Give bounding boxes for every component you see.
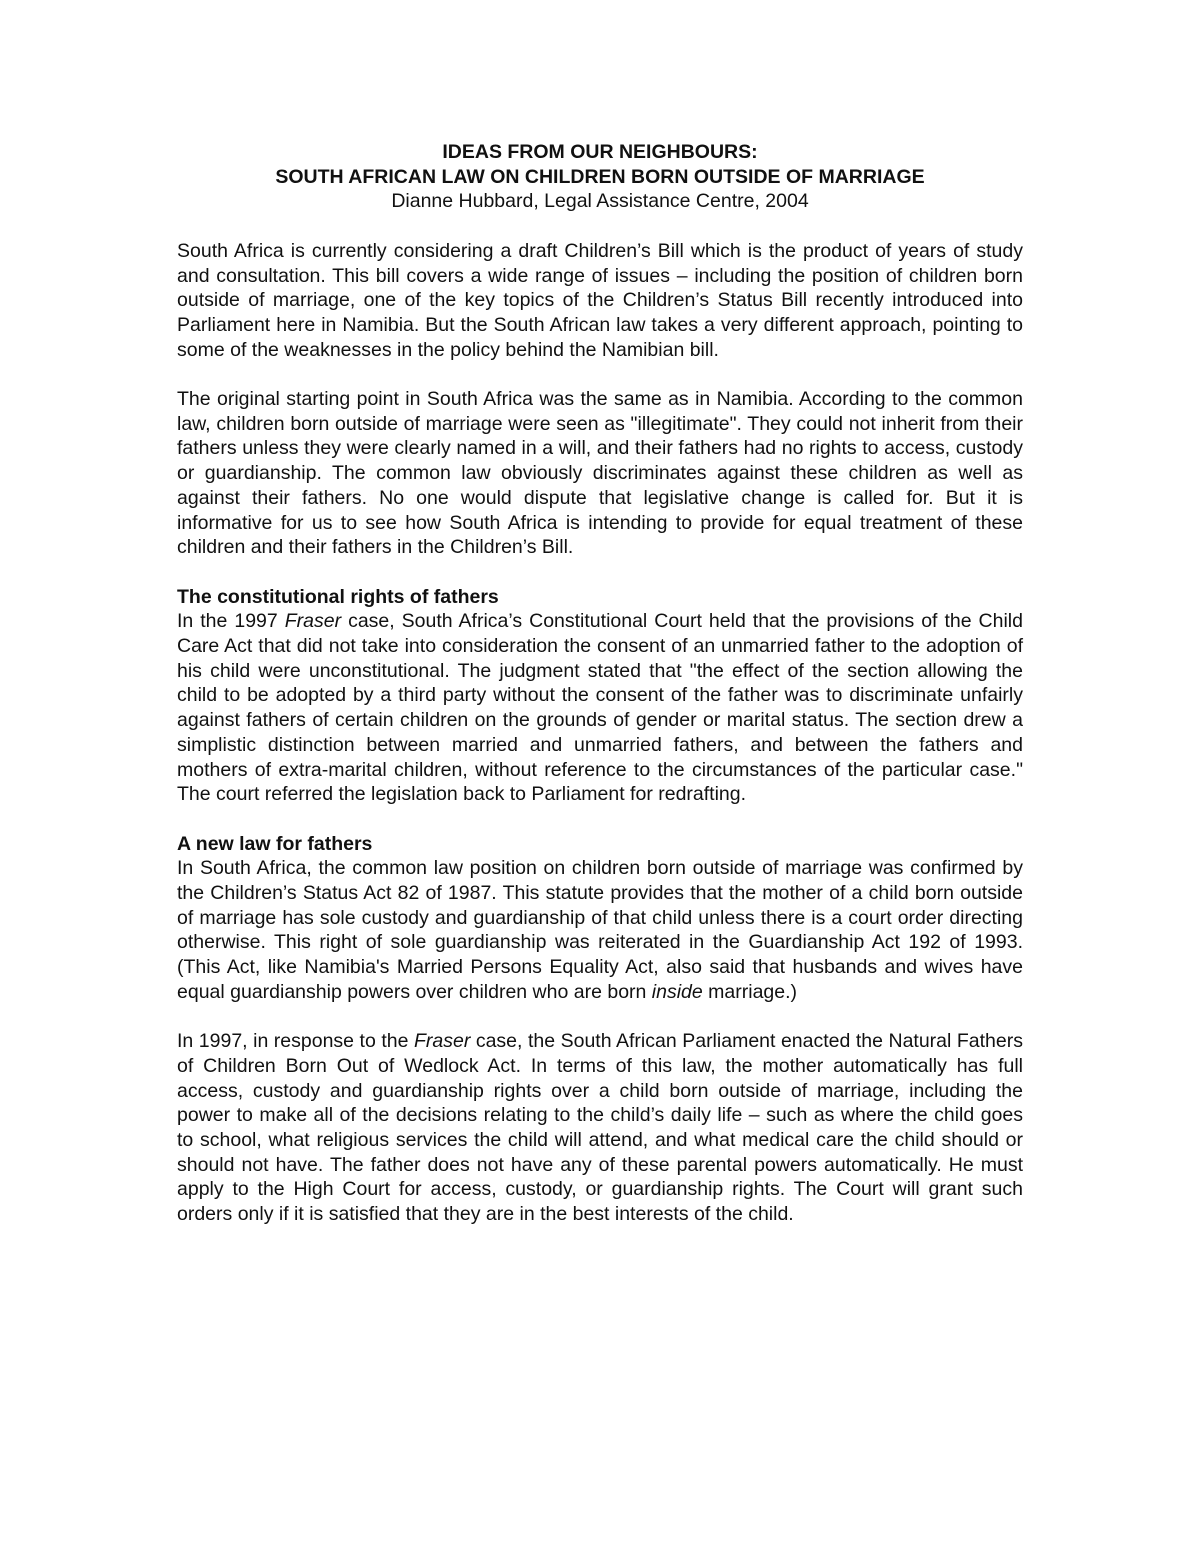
section2-paragraph-2 [177,1029,1023,1227]
section2-p1-text-after: marriage.) [702,980,798,1003]
section2-p1-text-before: In South Africa, the common law position on children born outside of marriage was confirmed by the Children’s Status Act 82 of 1987. This statute provides that the mother of a child born outside of marriage has sole custody and guardianship of that child unless there is a court order directing otherwise. This right of sole guardianship was reiterated in the Guardianship Act 192 of 1993. (This Act, like Namibia's Married Persons Equality Act, also said that husbands and wives have equal guardianship powers over children who are born [177,857,1023,1003]
document-title-line-1: IDEAS FROM OUR NEIGHBOURS: [442,141,758,163]
document-byline: Dianne Hubbard, Legal Assistance Centre, 2004 [391,190,809,213]
section1-p1-text-after: case, South Africa’s Constitutional Court held that the provisions of the Child Care Act that did not take into consideration the consent of an unmarried father to the adoption of his child were unconstitutional. The judgment stated that "the effect of the section allowing the child to be adopted by a third party without the consent of the father was to discriminate unfairly against fathers of certain children on the grounds of gender or marital status. The section drew a simplistic distinction between married and unmarried fathers, and between the fathers and mothers of extra-marital children, without reference to the circumstances of the particular case." The court referred the legislation back to Parliament for redrafting. [177,610,1023,806]
section2-p2-text-after: case, the South African Parliament enacted the Natural Fathers of Children Born Out of Wedlock Act. In terms of this law, the mother automatically has full access, custody and guardianship rights over a child born outside of marriage, including the power to make all of the decisions relating to the child’s daily life – such as where the child goes to school, what religious services the child will attend, and what medical care the child should or should not have. The father does not have any of these parental powers automatically. He must apply to the High Court for access, custody, or guardianship rights. The Court will grant such orders only if it is satisfied that they are in the best interests of the child. [177,1030,1023,1226]
section2-paragraph-1 [177,856,1023,1004]
section-heading-new-law: A new law for fathers [177,832,373,855]
section2-p2-text-before: In 1997, in response to the [177,1030,414,1053]
section1-p1-case-name: Fraser [284,610,342,633]
section1-p1-text-before: In the 1997 [177,610,285,633]
section2-p2-case-name: Fraser [413,1030,471,1053]
section-heading-constitutional-rights: The constitutional rights of fathers [177,585,499,608]
document-page [177,140,1023,1252]
section1-paragraph-1 [177,609,1023,807]
intro-paragraph-2: The original starting point in South Africa was the same as in Namibia. According to the common law, children born outside of marriage were seen as "illegitimate". They could not inherit from their fathers unless they were clearly named in a will, and their fathers had no rights to access, custody or guardianship. The common law obviously discriminates against these children as well as against their fathers. No one would dispute that legislative change is called for. But it is informative for us to see how South Africa is intending to provide for equal treatment of these children and their fathers in the Children’s Bill. [177,388,1023,559]
document-title-line-2: SOUTH AFRICAN LAW ON CHILDREN BORN OUTSIDE OF MARRIAGE [275,165,925,188]
section2-p1-emphasis: inside [651,980,703,1003]
intro-paragraph-1: South Africa is currently considering a draft Children’s Bill which is the product of years of study and consultation. This bill covers a wide range of issues – including the position of children born outside of marriage, one of the key topics of the Children’s Status Bill recently introduced into Parliament here in Namibia. But the South African law takes a very different approach, pointing to some of the weaknesses in the policy behind the Namibian bill. [177,239,1023,361]
